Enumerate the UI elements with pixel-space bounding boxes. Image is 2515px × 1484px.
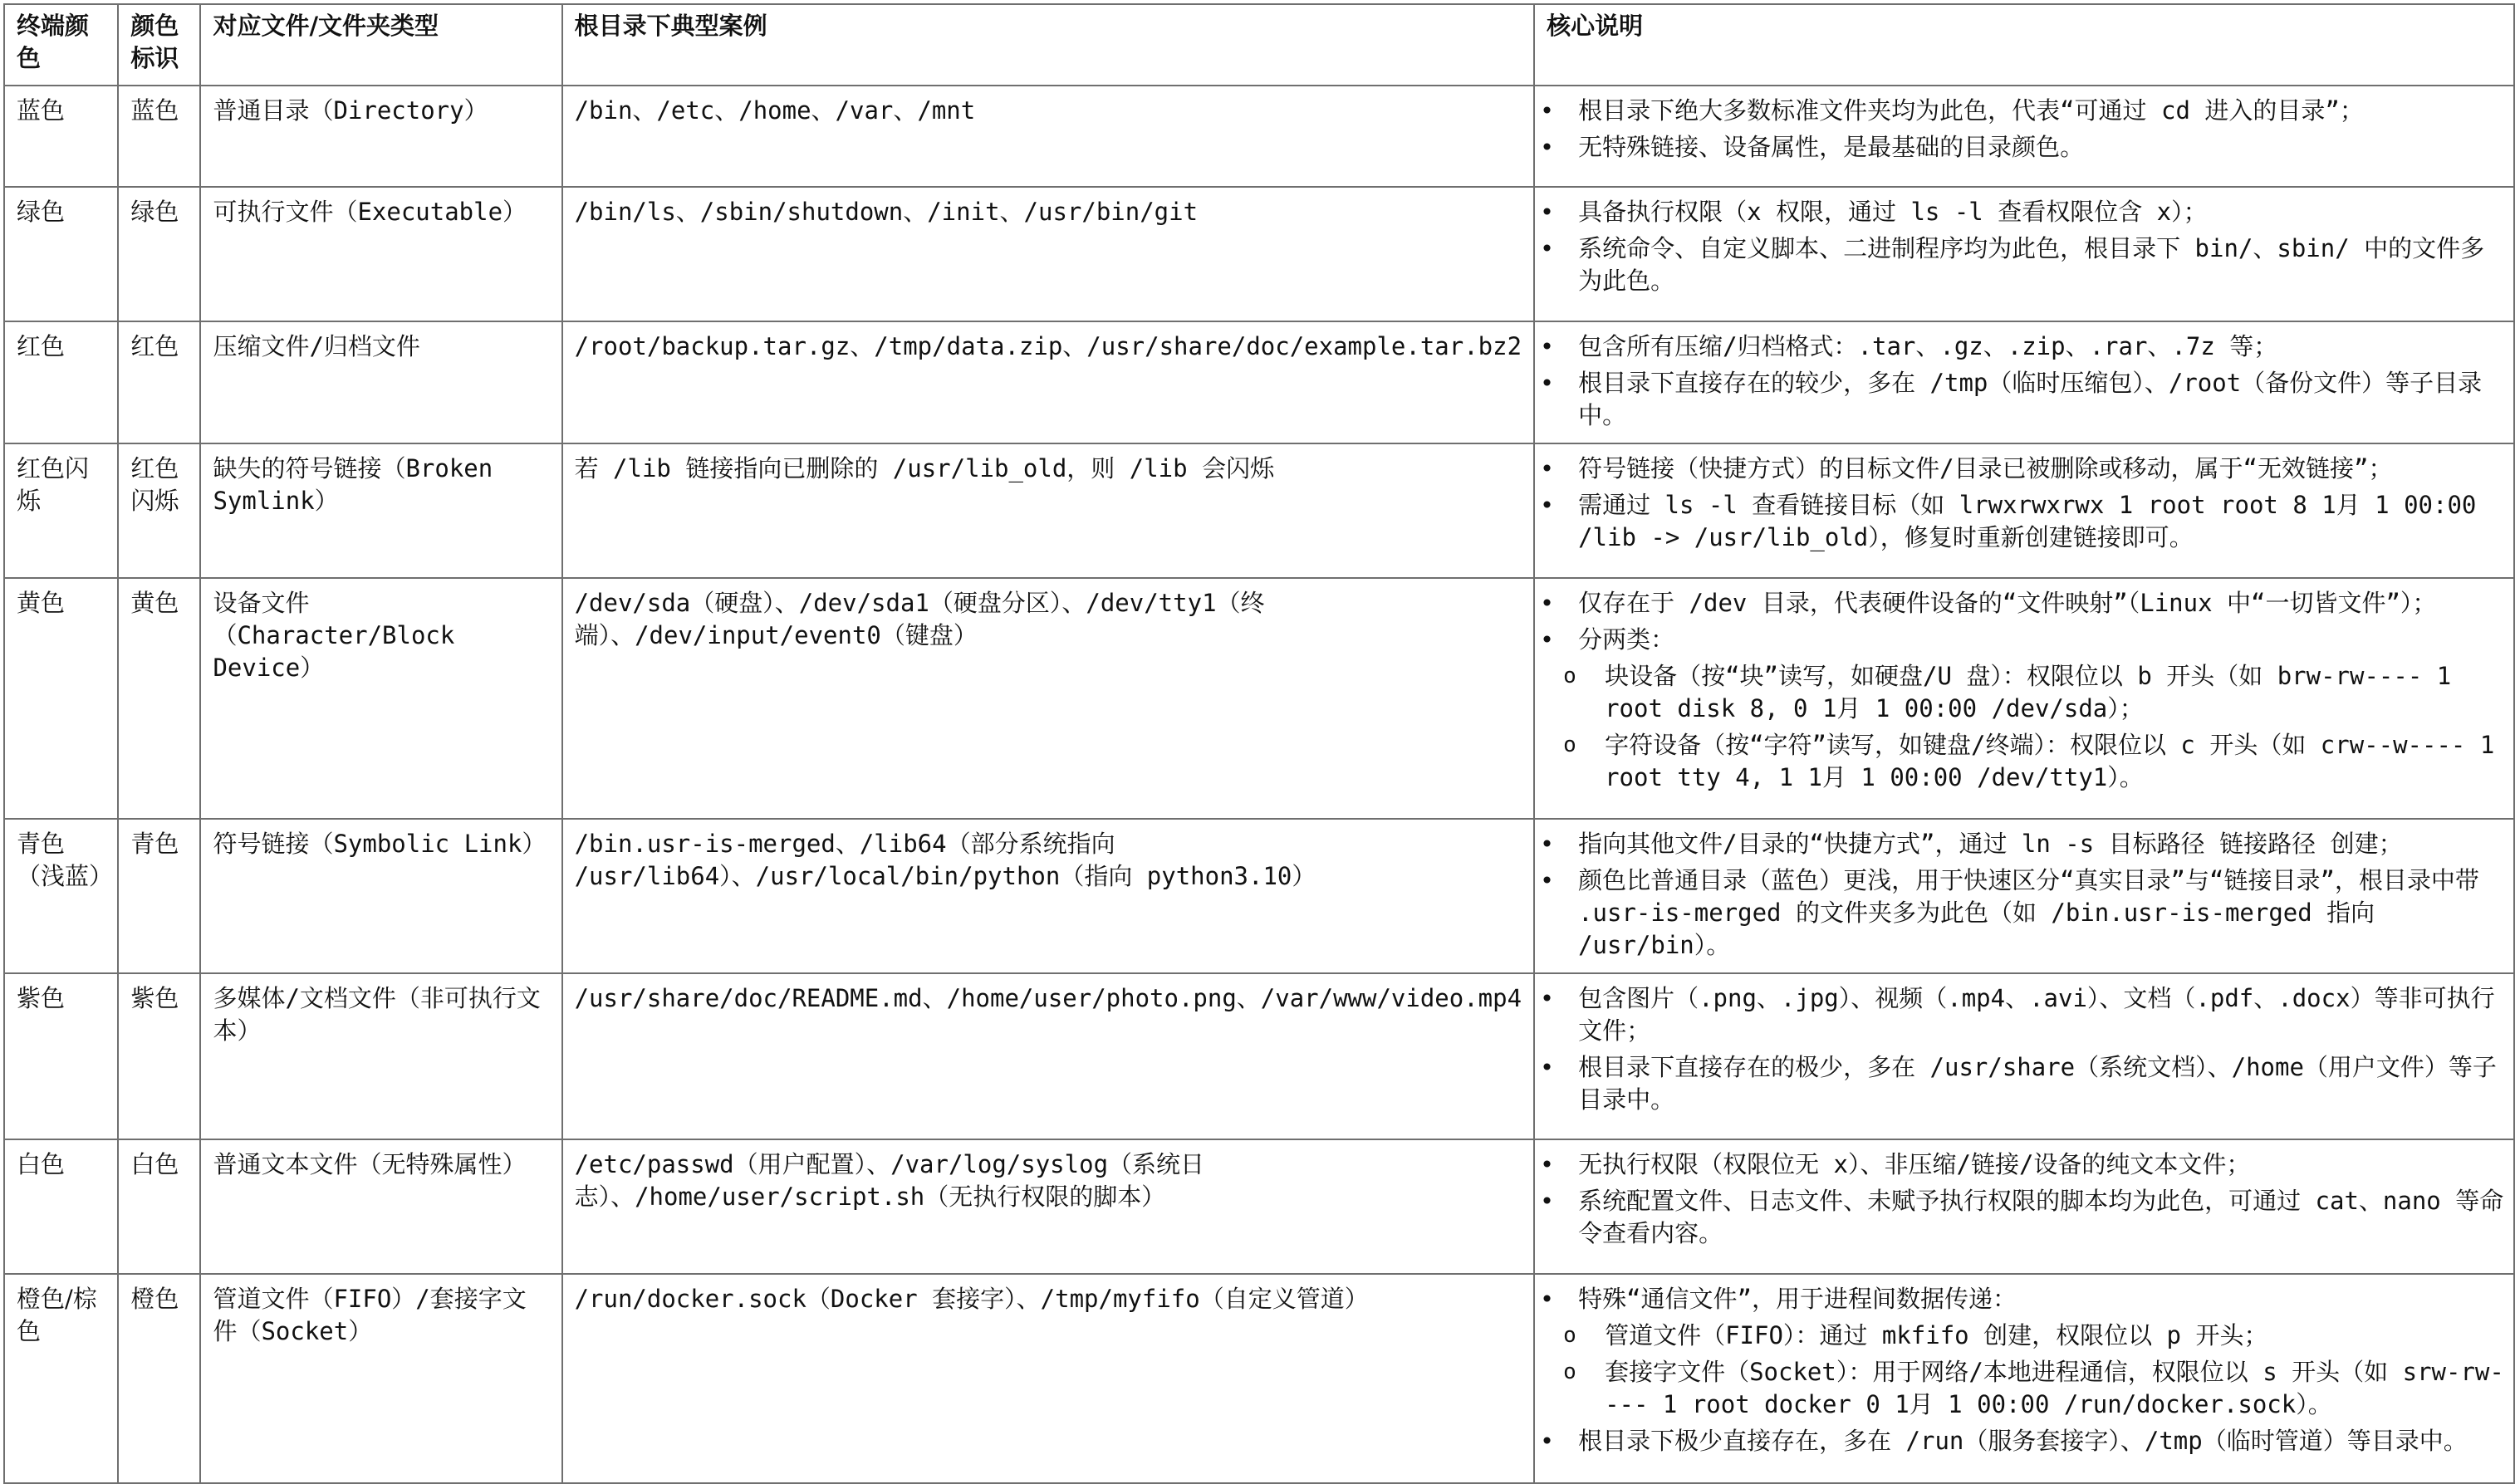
notes-sublist-item: o 块设备（按“块”读写，如硬盘/U 盘）：权限位以 b 开头（如 brw-rw---- 1 root disk 8, 0 1月 1 00:00 /dev/sda）； bbox=[1535, 660, 2505, 725]
notes-sublist bbox=[1535, 660, 2505, 794]
notes-text: 无执行权限（权限位无 x）、非压缩/链接/设备的纯文本文件； bbox=[1578, 1150, 2251, 1178]
notes-list-item bbox=[1535, 196, 2505, 228]
table-row bbox=[4, 321, 2514, 443]
notes-text: 系统配置文件、日志文件、未赋予执行权限的脚本均为此色，可通过 cat、nano 等命令查看内容。 bbox=[1578, 1187, 2504, 1247]
notes-list-item bbox=[1535, 587, 2505, 620]
cell-terminal-color: 白色 bbox=[4, 1139, 118, 1274]
cell-example: /bin、/etc、/home、/var、/mnt bbox=[562, 86, 1535, 187]
notes-list-item bbox=[1535, 233, 2505, 297]
notes-text: 根目录下直接存在的极少，多在 /usr/share（系统文档）、/home（用户文件）等子目录中。 bbox=[1578, 1053, 2497, 1114]
cell-terminal-color: 红色闪烁 bbox=[4, 443, 118, 578]
cell-file-type: 可执行文件（Executable） bbox=[200, 187, 561, 321]
notes-list-item bbox=[1535, 1051, 2505, 1116]
cell-notes bbox=[1534, 578, 2514, 819]
notes-list bbox=[1535, 196, 2505, 297]
header-example: 根目录下典型案例 bbox=[562, 4, 1535, 86]
cell-notes bbox=[1534, 187, 2514, 321]
header-file-type: 对应文件/文件夹类型 bbox=[200, 4, 561, 86]
table-row bbox=[4, 86, 2514, 187]
table-row bbox=[4, 187, 2514, 321]
cell-example: /run/docker.sock（Docker 套接字）、/tmp/myfifo（自定义管道） bbox=[562, 1274, 1535, 1483]
cell-color-tag: 紫色 bbox=[118, 973, 200, 1139]
cell-terminal-color: 黄色 bbox=[4, 578, 118, 819]
cell-file-type: 普通目录（Directory） bbox=[200, 86, 561, 187]
cell-color-tag: 蓝色 bbox=[118, 86, 200, 187]
notes-sublist-item: o 字符设备（按“字符”读写，如键盘/终端）：权限位以 c 开头（如 crw--w---- 1 root tty 4, 1 1月 1 00:00 /dev/tty1）。 bbox=[1535, 729, 2505, 794]
notes-sublist-item: o 管道文件（FIFO）：通过 mkfifo 创建，权限位以 p 开头； bbox=[1535, 1320, 2505, 1352]
cell-color-tag: 橙色 bbox=[118, 1274, 200, 1483]
cell-color-tag: 白色 bbox=[118, 1139, 200, 1274]
notes-text: 根目录下绝大多数标准文件夹均为此色，代表“可通过 cd 进入的目录”； bbox=[1578, 96, 2364, 125]
cell-terminal-color: 橙色/棕色 bbox=[4, 1274, 118, 1483]
table-header-row bbox=[4, 4, 2514, 86]
notes-list-item bbox=[1535, 367, 2505, 432]
notes-list-item bbox=[1535, 95, 2505, 127]
notes-list-item bbox=[1535, 331, 2505, 363]
cell-file-type: 设备文件（Character/Block Device） bbox=[200, 578, 561, 819]
notes-list bbox=[1535, 1283, 2505, 1457]
cell-notes bbox=[1534, 973, 2514, 1139]
notes-text: 仅存在于 /dev 目录，代表硬件设备的“文件映射”（Linux 中“一切皆文件”）； bbox=[1578, 589, 2437, 617]
cell-example: /etc/passwd（用户配置）、/var/log/syslog（系统日志）、/home/user/script.sh（无执行权限的脚本） bbox=[562, 1139, 1535, 1274]
cell-notes bbox=[1534, 1274, 2514, 1483]
notes-list-item bbox=[1535, 453, 2505, 485]
cell-notes bbox=[1534, 443, 2514, 578]
notes-list bbox=[1535, 95, 2505, 164]
cell-color-tag: 红色闪烁 bbox=[118, 443, 200, 578]
notes-list bbox=[1535, 453, 2505, 554]
notes-list-item bbox=[1535, 624, 2505, 656]
cell-example: /bin/ls、/sbin/shutdown、/init、/usr/bin/git bbox=[562, 187, 1535, 321]
table-body bbox=[4, 86, 2514, 1483]
notes-list-item bbox=[1535, 1149, 2505, 1181]
cell-terminal-color: 青色（浅蓝） bbox=[4, 819, 118, 973]
notes-list-item bbox=[1535, 1425, 2505, 1457]
notes-list-item bbox=[1535, 1185, 2505, 1250]
cell-file-type: 压缩文件/归档文件 bbox=[200, 321, 561, 443]
cell-terminal-color: 紫色 bbox=[4, 973, 118, 1139]
cell-terminal-color: 绿色 bbox=[4, 187, 118, 321]
cell-color-tag: 绿色 bbox=[118, 187, 200, 321]
header-terminal-color: 终端颜色 bbox=[4, 4, 118, 86]
notes-list-item bbox=[1535, 489, 2505, 554]
table-row bbox=[4, 1139, 2514, 1274]
notes-text: 无特殊链接、设备属性，是最基础的目录颜色。 bbox=[1578, 133, 2085, 161]
notes-text: 根目录下直接存在的较少，多在 /tmp（临时压缩包）、/root（备份文件）等子目录中。 bbox=[1578, 369, 2483, 429]
notes-list bbox=[1535, 1149, 2505, 1250]
cell-example: /root/backup.tar.gz、/tmp/data.zip、/usr/share/doc/example.tar.bz2 bbox=[562, 321, 1535, 443]
table-row bbox=[4, 1274, 2514, 1483]
table-row bbox=[4, 819, 2514, 973]
notes-list-item bbox=[1535, 982, 2505, 1047]
cell-notes bbox=[1534, 86, 2514, 187]
notes-list-item bbox=[1535, 131, 2505, 164]
notes-text: 包含所有压缩/归档格式：.tar、.gz、.zip、.rar、.7z 等； bbox=[1578, 332, 2278, 360]
table-row bbox=[4, 443, 2514, 578]
cell-file-type: 普通文本文件（无特殊属性） bbox=[200, 1139, 561, 1274]
cell-file-type: 缺失的符号链接（Broken Symlink） bbox=[200, 443, 561, 578]
cell-file-type: 多媒体/文档文件（非可执行文本） bbox=[200, 973, 561, 1139]
notes-list-item bbox=[1535, 864, 2505, 962]
table-row bbox=[4, 578, 2514, 819]
notes-list bbox=[1535, 982, 2505, 1116]
cell-color-tag: 青色 bbox=[118, 819, 200, 973]
cell-example: /usr/share/doc/README.md、/home/user/photo.png、/var/www/video.mp4 bbox=[562, 973, 1535, 1139]
cell-terminal-color: 蓝色 bbox=[4, 86, 118, 187]
notes-text: 系统命令、自定义脚本、二进制程序均为此色，根目录下 bin/、sbin/ 中的文件多为此色。 bbox=[1578, 234, 2485, 295]
cell-terminal-color: 红色 bbox=[4, 321, 118, 443]
notes-text: 根目录下极少直接存在，多在 /run（服务套接字）、/tmp（临时管道）等目录中。 bbox=[1578, 1427, 2468, 1455]
header-notes: 核心说明 bbox=[1534, 4, 2514, 86]
file-color-table bbox=[3, 3, 2515, 1484]
cell-file-type: 管道文件（FIFO）/套接字文件（Socket） bbox=[200, 1274, 561, 1483]
cell-notes bbox=[1534, 1139, 2514, 1274]
notes-list bbox=[1535, 828, 2505, 962]
cell-color-tag: 黄色 bbox=[118, 578, 200, 819]
notes-text: 指向其他文件/目录的“快捷方式”，通过 ln -s 目标路径 链接路径 创建； bbox=[1578, 830, 2403, 858]
notes-text: 需通过 ls -l 查看链接目标（如 lrwxrwxrwx 1 root root 8 1月 1 00:00 /lib -> /usr/lib_old），修复时重新创建链接即可。 bbox=[1578, 491, 2477, 551]
cell-color-tag: 红色 bbox=[118, 321, 200, 443]
cell-notes bbox=[1534, 321, 2514, 443]
cell-example: /dev/sda（硬盘）、/dev/sda1（硬盘分区）、/dev/tty1（终端）、/dev/input/event0（键盘） bbox=[562, 578, 1535, 819]
cell-example: /bin.usr-is-merged、/lib64（部分系统指向 /usr/lib64）、/usr/local/bin/python（指向 python3.10） bbox=[562, 819, 1535, 973]
notes-sublist-item: o 套接字文件（Socket）：用于网络/本地进程通信，权限位以 s 开头（如 srw-rw---- 1 root docker 0 1月 1 00:00 /run/docker.sock）。 bbox=[1535, 1356, 2505, 1421]
cell-example: 若 /lib 链接指向已删除的 /usr/lib_old，则 /lib 会闪烁 bbox=[562, 443, 1535, 578]
notes-text: 分两类： bbox=[1578, 625, 1675, 654]
notes-list-item bbox=[1535, 828, 2505, 860]
notes-text: 颜色比普通目录（蓝色）更浅，用于快速区分“真实目录”与“链接目录”，根目录中带 .usr-is-merged 的文件夹多为此色（如 /bin.usr-is-merged 指向 /usr/bin）。 bbox=[1578, 866, 2479, 959]
cell-file-type: 符号链接（Symbolic Link） bbox=[200, 819, 561, 973]
notes-text: 具备执行权限（x 权限，通过 ls -l 查看权限位含 x）； bbox=[1578, 198, 2208, 226]
notes-text: 符号链接（快捷方式）的目标文件/目录已被删除或移动，属于“无效链接”； bbox=[1578, 454, 2393, 482]
notes-text: 包含图片（.png、.jpg）、视频（.mp4、.avi）、文档（.pdf、.docx）等非可执行文件； bbox=[1578, 984, 2495, 1045]
header-color-tag: 颜色标识 bbox=[118, 4, 200, 86]
notes-list bbox=[1535, 331, 2505, 432]
notes-sublist bbox=[1535, 1320, 2505, 1421]
cell-notes bbox=[1534, 819, 2514, 973]
notes-text: 特殊“通信文件”，用于进程间数据传递： bbox=[1578, 1285, 2017, 1313]
notes-list-item bbox=[1535, 1283, 2505, 1315]
table-row bbox=[4, 973, 2514, 1139]
notes-list bbox=[1535, 587, 2505, 794]
